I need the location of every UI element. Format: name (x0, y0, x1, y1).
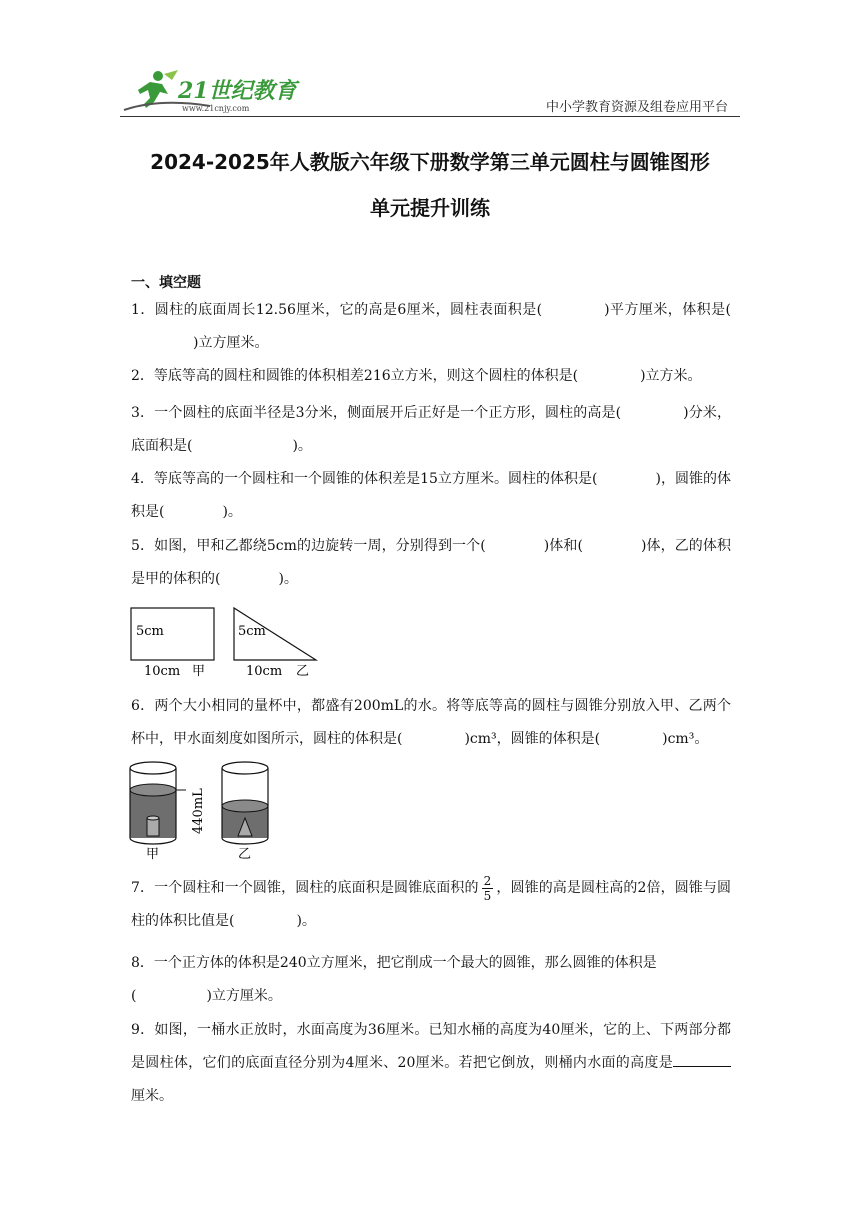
question-8: 8．一个正方体的体积是240立方厘米，把它削成一个最大的圆锥，那么圆锥的体积是 ( )立方厘米。 (131, 955, 657, 1004)
level-label: 440mL (191, 788, 206, 834)
question-6: 6．两个大小相同的量杯中，都盛有200mL的水。将等底等高的圆柱与圆锥分别放入甲、乙两个杯中，甲水面刻度如图所示，圆柱的体积是( )cm³，圆锥的体积是( )cm³。 (131, 698, 731, 747)
question-3: 3．一个圆柱的底面半径是3分米，侧面展开后正好是一个正方形，圆柱的高是( )分米，底面积是( )。 (131, 405, 732, 454)
answer-underline (673, 1052, 731, 1067)
logo-url: www.21cnjy.com (182, 104, 250, 113)
logo (120, 68, 300, 114)
header-divider (120, 116, 740, 117)
platform-name: 中小学教育资源及组卷应用平台 (545, 100, 728, 115)
rect-bottom-label: 10cm (144, 664, 181, 677)
cup-yi (222, 762, 268, 844)
tri-name: 乙 (296, 664, 310, 677)
page-subtitle: 单元提升训练 (370, 196, 490, 220)
question-4: 4．等底等高的一个圆柱和一个圆锥的体积差是15立方厘米。圆柱的体积是( )，圆锥的体积是( )。 (131, 471, 731, 520)
section-heading: 一、填空题 (131, 275, 201, 291)
fraction: $\frac{2}{5}$ (483, 873, 492, 903)
rect-name: 甲 (192, 664, 206, 677)
question-2: 2．等底等高的圆柱和圆锥的体积相差216立方米，则这个圆柱的体积是( )立方米。 (131, 368, 702, 384)
cup-yi-label: 乙 (238, 847, 252, 862)
figure-6 (126, 758, 276, 864)
rect-side-label: 5cm (136, 624, 164, 639)
figure-5 (128, 605, 328, 677)
page-header (120, 68, 740, 118)
tri-side-label: 5cm (238, 624, 266, 639)
question-9: 9．如图，一桶水正放时，水面高度为36厘米。已知水桶的高度为40厘米，它的上、下两部分都是圆柱体，它们的底面直径分别为4厘米、20厘米。若把它倒放，则桶内水面的高度是厘米。 (131, 1022, 731, 1104)
question-7: 7．一个圆柱和一个圆锥，圆柱的底面积是圆锥底面积的 $\frac{2}{5}$ ，圆锥的高是圆柱高的2倍，圆锥与圆柱的体积比值是( )。 (131, 873, 732, 929)
page-title: 2024-2025年人教版六年级下册数学第三单元圆柱与圆锥图形 (150, 150, 710, 174)
tri-bottom-label: 10cm (246, 664, 283, 677)
cup-jia (130, 762, 186, 844)
question-1: 1．圆柱的底面周长12.56厘米，它的高是6厘米，圆柱表面积是( )平方厘米，体积是()立方厘米。 (131, 302, 731, 351)
cup-jia-label: 甲 (146, 847, 160, 862)
logo-text: 21世纪教育 (178, 78, 297, 104)
question-5: 5．如图，甲和乙都绕5cm的边旋转一周，分别得到一个( )体和( )体，乙的体积是甲的体积的( )。 (131, 538, 731, 587)
